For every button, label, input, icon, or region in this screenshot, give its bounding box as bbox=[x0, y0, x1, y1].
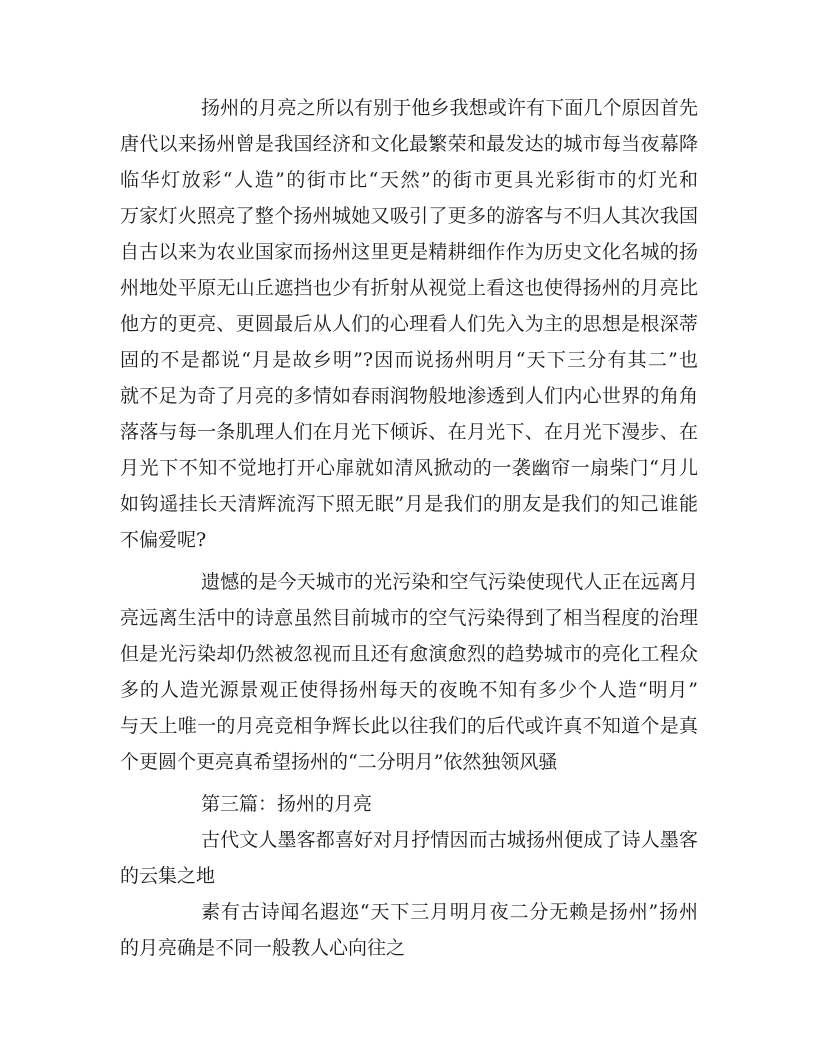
text-line: 古代文人墨客都喜好对月抒情因而古城扬州便成了诗人墨客 bbox=[201, 829, 698, 851]
text-line: 扬州的月亮之所以有别于他乡我想或许有下面几个原因首先 bbox=[201, 97, 698, 119]
text-line: 他方的更亮、更圆最后从人们的心理看人们先入为主的思想是根深蒂 bbox=[120, 313, 698, 335]
text-line: 的云集之地 bbox=[120, 865, 216, 887]
text-line: 固的不是都说“月是故乡明”?因而说扬州明月“天下三分有其二”也 bbox=[120, 349, 698, 371]
text-line: 不偏爱呢? bbox=[120, 529, 207, 551]
text-line: 州地处平原无山丘遮挡也少有折射从视觉上看这也使得扬州的月亮比 bbox=[120, 277, 698, 299]
text-line: 落落与每一条肌理人们在月光下倾诉、在月光下、在月光下漫步、在 bbox=[120, 421, 698, 443]
text-line: 万家灯火照亮了整个扬州城她又吸引了更多的游客与不归人其次我国 bbox=[120, 205, 698, 227]
text-line: 素有古诗闻名遐迩“天下三月明月夜二分无赖是扬州”扬州 bbox=[201, 901, 698, 923]
text-line: 就不足为奇了月亮的多情如春雨润物般地渗透到人们内心世界的角角 bbox=[120, 385, 698, 407]
text-line: 遗憾的是今天城市的光污染和空气污染使现代人正在远离月 bbox=[201, 571, 698, 593]
text-line: 但是光污染却仍然被忽视而且还有愈演愈烈的趋势城市的亮化工程众 bbox=[120, 643, 698, 665]
text-line: 亮远离生活中的诗意虽然目前城市的空气污染得到了相当程度的治理 bbox=[120, 607, 698, 629]
text-line: 临华灯放彩“人造”的街市比“天然”的街市更具光彩街市的灯光和 bbox=[120, 169, 698, 191]
text-line: 唐代以来扬州曾是我国经济和文化最繁荣和最发达的城市每当夜幕降 bbox=[120, 133, 698, 155]
text-line: 个更圆个更亮真希望扬州的“二分明月”依然独领风骚 bbox=[120, 751, 558, 773]
section-heading: 第三篇：扬州的月亮 bbox=[201, 793, 373, 815]
text-line: 如钩遥挂长天清辉流泻下照无眠”月是我们的朋友是我们的知己谁能 bbox=[120, 493, 698, 515]
text-line: 多的人造光源景观正使得扬州每天的夜晚不知有多少个人造“明月” bbox=[120, 679, 698, 701]
text-line: 与天上唯一的月亮竞相争辉长此以往我们的后代或许真不知道个是真 bbox=[120, 715, 698, 737]
text-line: 自古以来为农业国家而扬州这里更是精耕细作作为历史文化名城的扬 bbox=[120, 241, 698, 263]
text-line: 的月亮确是不同一般教人心向往之 bbox=[120, 937, 406, 959]
text-line: 月光下不知不觉地打开心扉就如清风掀动的一袭幽帘一扇柴门“月儿 bbox=[120, 457, 698, 479]
